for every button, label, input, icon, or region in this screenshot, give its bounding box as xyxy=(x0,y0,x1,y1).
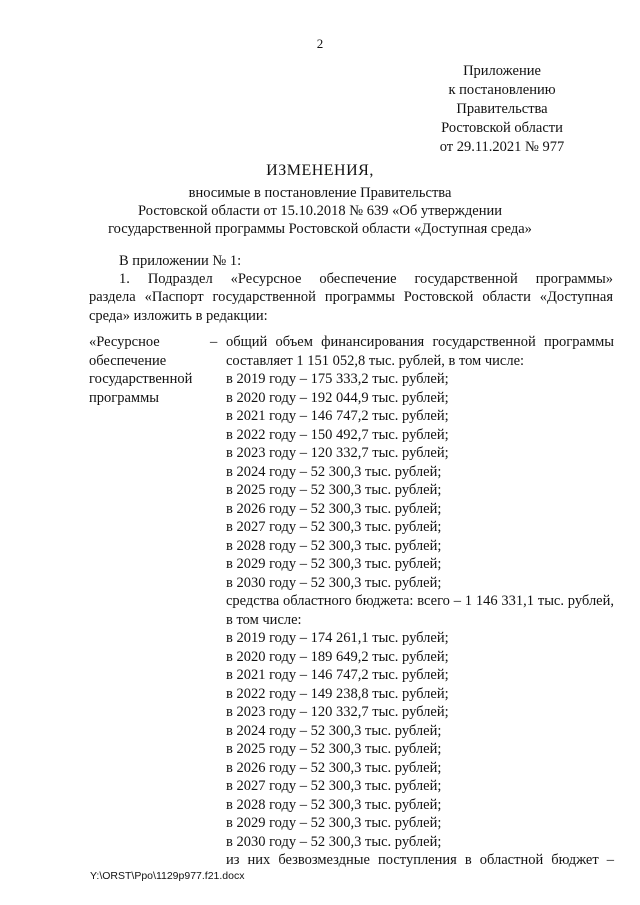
financing-year-line: в 2020 году – 192 044,9 тыс. рублей; xyxy=(226,389,449,406)
financing-year-line: в 2030 году – 52 300,3 тыс. рублей; xyxy=(226,574,442,591)
financing-year-line: в 2019 году – 175 333,2 тыс. рублей; xyxy=(226,371,449,387)
page-number: 2 xyxy=(316,36,324,51)
appendix-reference: В приложении № 1: xyxy=(119,253,242,269)
resource-label-line: программы xyxy=(89,389,159,406)
appendix-line: Приложение xyxy=(463,63,541,79)
financing-year-line: в 2024 году – 52 300,3 тыс. рублей; xyxy=(226,463,442,480)
regional-year-line: в 2024 году – 52 300,3 тыс. рублей; xyxy=(226,722,442,739)
appendix-line: к постановлению xyxy=(448,82,556,98)
resource-label xyxy=(89,333,209,407)
regional-year-line: в 2023 году – 120 332,7 тыс. рублей; xyxy=(226,704,449,720)
financing-year-line: в 2027 году – 52 300,3 тыс. рублей; xyxy=(226,519,442,535)
subtitle-line: Ростовской области от 15.10.2018 № 639 «Об утверждении xyxy=(138,203,502,219)
regional-year-line: в 2026 году – 52 300,3 тыс. рублей; xyxy=(226,759,442,776)
file-path-footer: Y:\ORST\Ppo\1129p977.f21.docx xyxy=(90,870,245,882)
financing-total-line: общий объем финансирования государственной программы xyxy=(226,334,614,350)
appendix-line: Ростовской области xyxy=(441,120,563,136)
appendix-header xyxy=(422,62,582,157)
regional-year-line: в 2027 году – 52 300,3 тыс. рублей; xyxy=(226,778,442,794)
separator-dash: – xyxy=(210,334,218,350)
regional-year-line: в 2030 году – 52 300,3 тыс. рублей; xyxy=(226,833,442,850)
resource-label-line: обеспечение xyxy=(89,352,167,369)
item-paragraph-line: среда» изложить в редакции: xyxy=(89,307,268,324)
resource-label-line: государственной xyxy=(89,371,193,387)
financing-year-line: в 2028 году – 52 300,3 тыс. рублей; xyxy=(226,537,442,554)
financing-year-line: в 2023 году – 120 332,7 тыс. рублей; xyxy=(226,445,449,461)
regional-year-line: в 2028 году – 52 300,3 тыс. рублей; xyxy=(226,796,442,813)
intro-text xyxy=(89,252,613,325)
resource-label-line: «Ресурсное xyxy=(89,334,160,350)
regional-year-list xyxy=(226,629,614,851)
regional-budget-line: в том числе: xyxy=(226,611,302,628)
item-paragraph-line: 1. Подраздел «Ресурсное обеспечение государственной программы» xyxy=(119,271,613,288)
gratuitous-receipts-line: из них безвозмездные поступления в областной бюджет – xyxy=(226,852,614,868)
subtitle-line: вносимые в постановление Правительства xyxy=(188,185,452,201)
regional-year-line: в 2021 году – 146 747,2 тыс. рублей; xyxy=(226,667,449,683)
regional-year-line: в 2020 году – 189 649,2 тыс. рублей; xyxy=(226,648,449,665)
regional-year-line: в 2019 году – 174 261,1 тыс. рублей; xyxy=(226,630,449,646)
financing-year-list xyxy=(226,370,614,592)
appendix-line: Правительства xyxy=(456,101,548,117)
regional-year-line: в 2022 году – 149 238,8 тыс. рублей; xyxy=(226,685,449,702)
financing-column xyxy=(226,333,614,870)
document-subtitle xyxy=(90,184,550,238)
financing-year-line: в 2029 году – 52 300,3 тыс. рублей; xyxy=(226,556,442,572)
appendix-line: от 29.11.2021 № 977 xyxy=(439,139,565,155)
financing-year-line: в 2022 году – 150 492,7 тыс. рублей; xyxy=(226,426,449,443)
regional-budget-line: средства областного бюджета: всего – 1 146 331,1 тыс. рублей, xyxy=(226,593,614,609)
regional-year-line: в 2029 году – 52 300,3 тыс. рублей; xyxy=(226,815,442,831)
financing-year-line: в 2026 году – 52 300,3 тыс. рублей; xyxy=(226,500,442,517)
financing-year-line: в 2021 году – 146 747,2 тыс. рублей; xyxy=(226,408,449,424)
regional-year-line: в 2025 году – 52 300,3 тыс. рублей; xyxy=(226,741,442,757)
subtitle-line: государственной программы Ростовской области «Доступная среда» xyxy=(108,221,532,237)
document-title: ИЗМЕНЕНИЯ, xyxy=(266,162,374,179)
financing-year-line: в 2025 году – 52 300,3 тыс. рублей; xyxy=(226,482,442,498)
financing-total-line: составляет 1 151 052,8 тыс. рублей, в том числе: xyxy=(226,352,525,369)
item-paragraph-line: раздела «Паспорт государственной программы Ростовской области «Доступная xyxy=(89,289,613,306)
